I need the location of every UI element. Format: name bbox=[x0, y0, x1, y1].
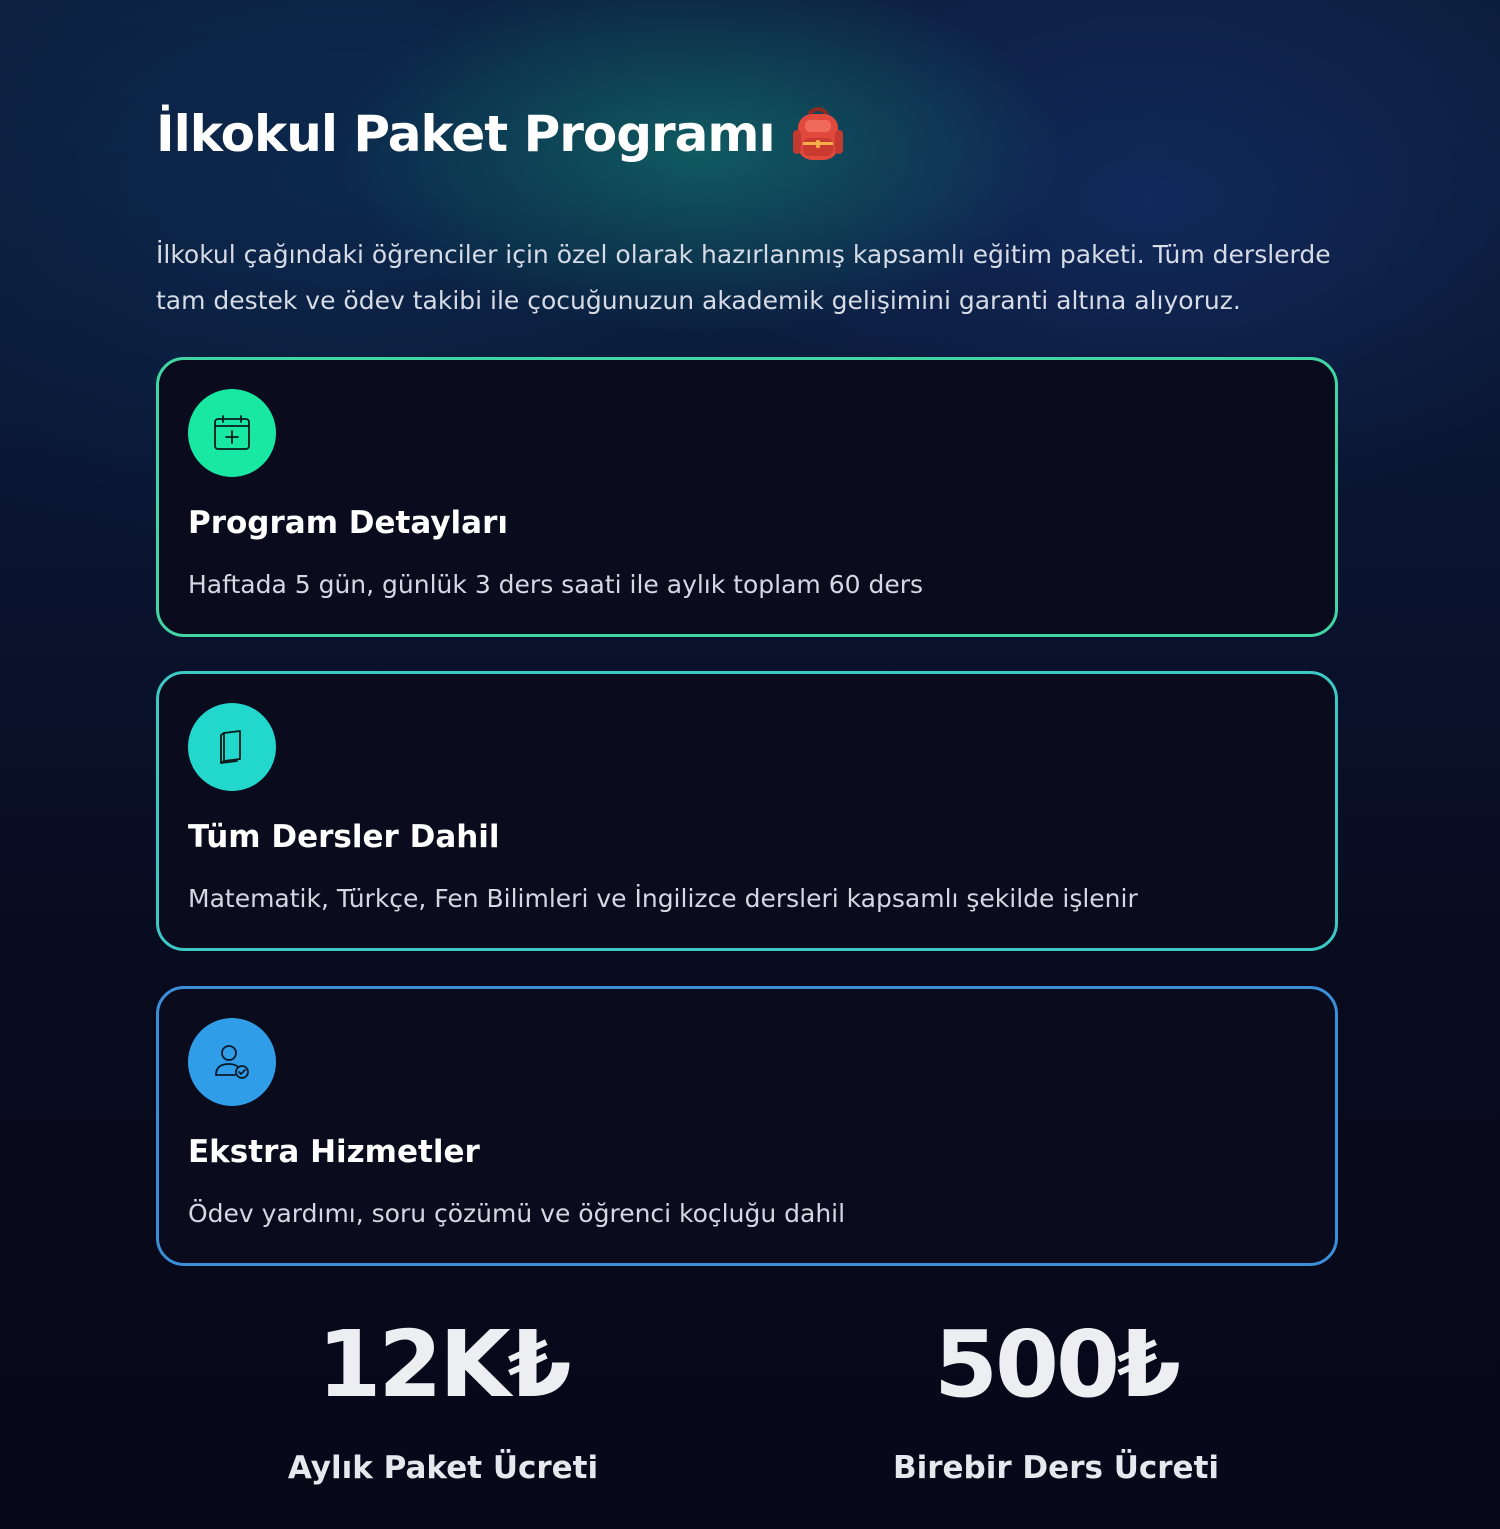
card-text: Ödev yardımı, soru çözümü ve öğrenci koçluğu dahil bbox=[188, 1199, 846, 1228]
intro-description: İlkokul çağındaki öğrenciler için özel olarak hazırlanmış kapsamlı eğitim paketi. Tüm derslerde tam destek ve ödev takibi ile çocuğunuzun akademik gelişimini garanti altına alıyoruz. bbox=[156, 240, 1331, 315]
stat-private-lesson-price bbox=[806, 1310, 1306, 1486]
card-all-lessons bbox=[156, 671, 1338, 951]
page-title-text: İlkokul Paket Programı bbox=[156, 105, 775, 163]
card-text: Matematik, Türkçe, Fen Bilimleri ve İngilizce dersleri kapsamlı şekilde işlenir bbox=[188, 884, 1138, 913]
stat-monthly-price bbox=[193, 1310, 693, 1486]
book-icon bbox=[188, 703, 276, 791]
card-program-details bbox=[156, 357, 1338, 637]
card-extra-services bbox=[156, 986, 1338, 1266]
page-title bbox=[156, 104, 847, 164]
stat-value: 500₺ bbox=[933, 1311, 1179, 1418]
stat-value: 12K₺ bbox=[317, 1311, 569, 1418]
card-title: Ekstra Hizmetler bbox=[188, 1134, 480, 1170]
calendar-plus-icon bbox=[188, 389, 276, 477]
stat-label: Aylık Paket Ücreti bbox=[287, 1450, 599, 1486]
user-check-icon bbox=[188, 1018, 276, 1106]
stat-label: Birebir Ders Ücreti bbox=[892, 1450, 1220, 1486]
card-title: Tüm Dersler Dahil bbox=[188, 819, 500, 855]
card-title: Program Detayları bbox=[188, 505, 509, 541]
card-text: Haftada 5 gün, günlük 3 ders saati ile aylık toplam 60 ders bbox=[188, 570, 924, 599]
backpack-icon bbox=[789, 104, 847, 164]
